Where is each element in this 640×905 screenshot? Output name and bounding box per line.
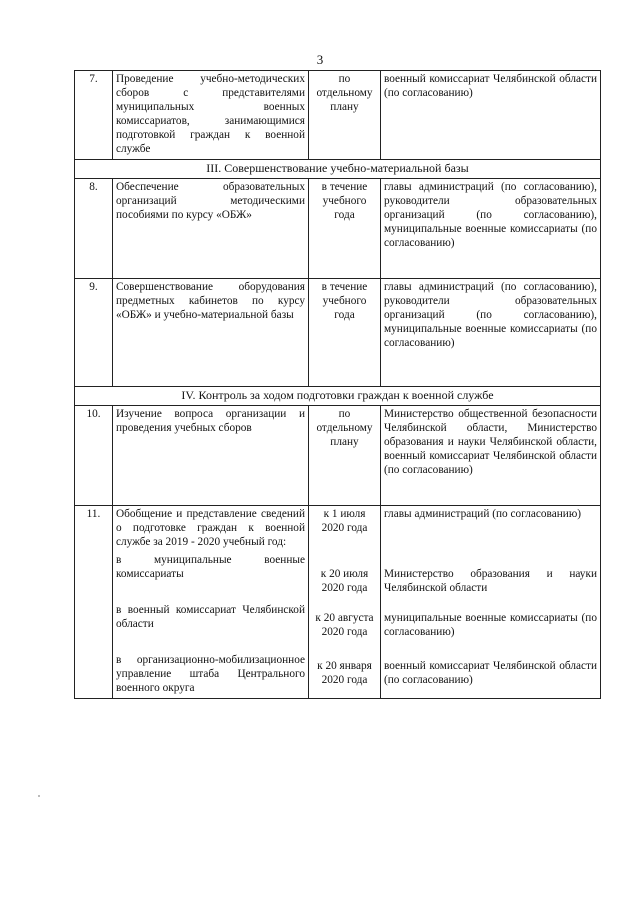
activity-name: Изучение вопроса организации и проведения учебных сборов <box>113 406 309 506</box>
row-number: 11. <box>75 506 113 699</box>
row-number: 9. <box>75 279 113 387</box>
activity-subitem: в муниципальные военные комиссариаты <box>116 554 305 580</box>
activity-deadline: по отдельному плану <box>309 71 381 160</box>
responsible-subitem: муниципальные военные комиссариаты (по согласованию) <box>384 612 597 638</box>
section-title: IV. Контроль за ходом подготовки граждан к военной службе <box>75 387 601 406</box>
deadline-subitem: к 20 января 2020 года <box>317 660 372 686</box>
activity-responsible: главы администраций (по согласованию), руководители образовательных организаций (по согласованию), муниципальные военные комиссариаты (по согласованию) <box>381 279 601 387</box>
table-row <box>75 406 601 506</box>
deadline-intro: к 1 июля 2020 года <box>321 508 368 534</box>
activity-name: Обеспечение образовательных организаций методическими пособиями по курсу «ОБЖ» <box>113 179 309 279</box>
activity-responsible: Министерство общественной безопасности Челябинской области, Министерство образования и науки Челябинской области, военный комиссариат Челябинской области (по согласованию) <box>381 406 601 506</box>
table-row <box>75 279 601 387</box>
page-number: 3 <box>316 52 324 67</box>
activity-intro: Обобщение и представление сведений о подготовке граждан к военной службе за 2019 - 2020 учебный год: <box>116 508 305 548</box>
responsible-subitem: Министерство образования и науки Челябинской области <box>384 568 597 594</box>
activity-subitem: в организационно-мобилизационное управление штаба Центрального военного округа <box>116 654 305 694</box>
table-row <box>75 179 601 279</box>
section-row <box>75 160 601 179</box>
scan-artifact <box>38 795 40 797</box>
table-row <box>75 71 601 160</box>
deadline-subitem: к 20 июля 2020 года <box>320 568 369 594</box>
plan-table <box>74 70 601 699</box>
activity-responsible: военный комиссариат Челябинской области (по согласованию) <box>381 71 601 160</box>
activity-subitem: в военный комиссариат Челябинской области <box>116 604 305 630</box>
activity-deadline: по отдельному плану <box>309 406 381 506</box>
activity-responsible: главы администраций (по согласованию), руководители образовательных организаций (по согласованию), муниципальные военные комиссариаты (по согласованию) <box>381 179 601 279</box>
activity-name: Проведение учебно-методических сборов с представителями муниципальных военных комиссариатов, занимающимися подготовкой граждан к военной службе <box>113 71 309 160</box>
activity-deadline: в течение учебного года <box>309 179 381 279</box>
section-row <box>75 387 601 406</box>
section-title: III. Совершенствование учебно-материальной базы <box>75 160 601 179</box>
activity-name: Совершенствование оборудования предметных кабинетов по курсу «ОБЖ» и учебно-материальной базы <box>113 279 309 387</box>
activity-name <box>113 506 309 699</box>
activity-deadline <box>309 506 381 699</box>
responsible-subitem: военный комиссариат Челябинской области (по согласованию) <box>384 660 597 686</box>
activity-responsible <box>381 506 601 699</box>
deadline-subitem: к 20 августа 2020 года <box>315 612 374 638</box>
row-number: 7. <box>75 71 113 160</box>
row-number: 8. <box>75 179 113 279</box>
activity-deadline: в течение учебного года <box>309 279 381 387</box>
table-row <box>75 506 601 699</box>
row-number: 10. <box>75 406 113 506</box>
responsible-intro: главы администраций (по согласованию) <box>384 508 582 520</box>
